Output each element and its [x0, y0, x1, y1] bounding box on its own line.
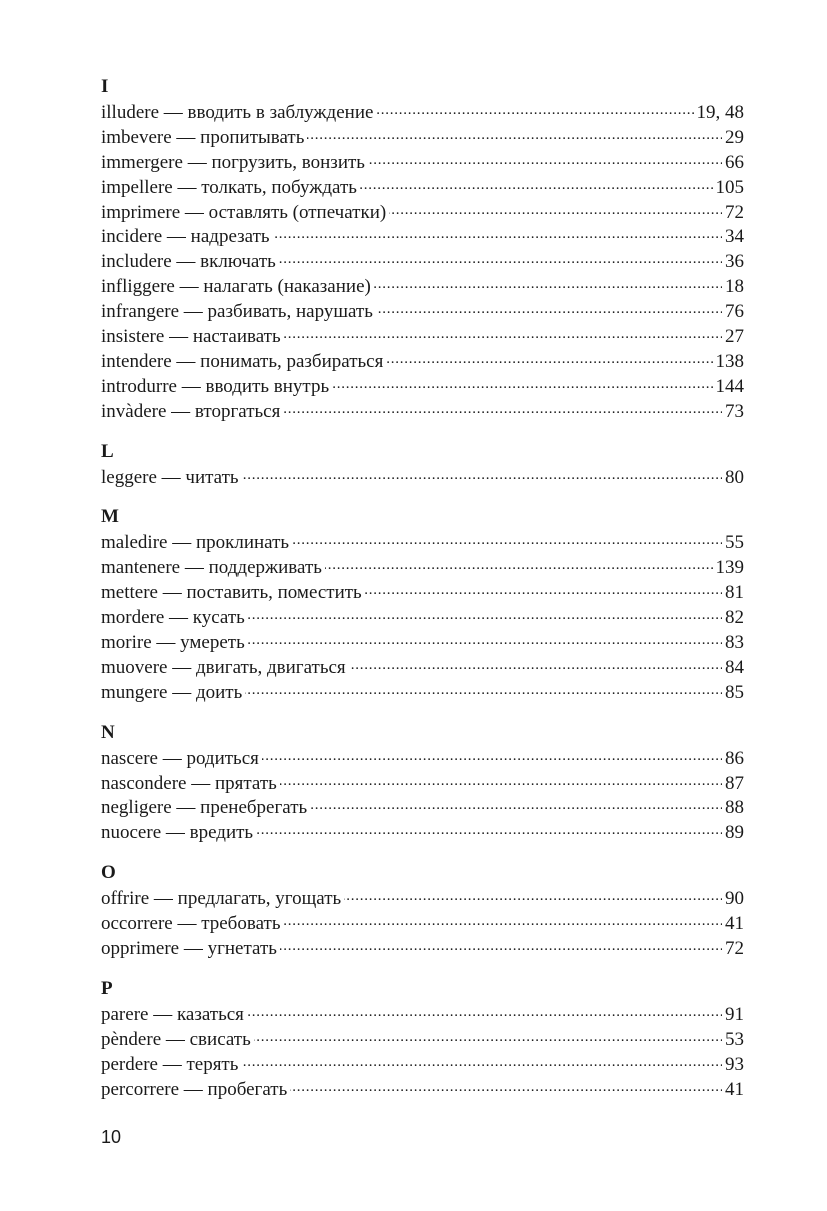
entry-page: 36 — [725, 251, 744, 273]
entry-page: 91 — [725, 1003, 744, 1025]
entry-term: morire — умереть — [101, 632, 245, 654]
entry-page: 41 — [725, 913, 744, 935]
entry-term: opprimere — угнетать — [101, 938, 277, 960]
dot-leader — [256, 819, 722, 838]
entry-page: 41 — [725, 1078, 744, 1100]
dot-leader — [241, 1051, 722, 1070]
dot-leader — [376, 298, 722, 317]
dot-leader — [247, 1001, 722, 1020]
entry-term: illudere — вводить в заблуждение — [101, 102, 374, 123]
entry-term: includere — включать — [101, 251, 276, 273]
entry-page: 90 — [725, 888, 744, 910]
entry-term: parere — казаться — [101, 1003, 244, 1025]
entry-term: offrire — предлагать, угощать — [101, 888, 342, 910]
index-section — [101, 439, 744, 489]
entry-page: 105 — [715, 176, 744, 198]
entry-page: 72 — [725, 938, 744, 960]
entry-page: 87 — [725, 772, 744, 794]
dot-leader — [386, 348, 712, 367]
dot-leader — [310, 794, 722, 813]
index-entry — [101, 529, 744, 554]
index-entry — [101, 819, 744, 844]
dot-leader — [273, 223, 722, 242]
entry-term: muovere — двигать, двигаться — [101, 656, 346, 678]
entry-page: 138 — [715, 350, 744, 372]
entry-page: 19, 48 — [696, 102, 744, 123]
index-entry — [101, 910, 744, 935]
dot-leader — [254, 1026, 722, 1045]
entry-page: 66 — [725, 151, 744, 173]
index-entry — [101, 323, 744, 348]
dot-leader — [368, 149, 722, 168]
entry-page: 139 — [715, 557, 744, 579]
entry-page: 80 — [725, 466, 744, 488]
entry-page: 84 — [725, 656, 744, 678]
dot-leader — [292, 529, 722, 548]
dot-leader — [284, 323, 722, 342]
entry-page: 34 — [725, 226, 744, 248]
index-entry — [101, 604, 744, 629]
dot-leader — [325, 554, 713, 573]
index-entry — [101, 1001, 744, 1026]
entry-page: 82 — [725, 607, 744, 629]
dot-leader — [242, 464, 722, 483]
entry-term: occorrere — требовать — [101, 913, 281, 935]
entry-page: 85 — [725, 681, 744, 703]
dot-leader — [349, 654, 722, 673]
entry-term: infrangere — разбивать, нарушать — [101, 301, 373, 323]
entry-term: perdere — терять — [101, 1053, 239, 1075]
index-entry — [101, 745, 744, 770]
dot-leader — [332, 373, 712, 392]
index-entry — [101, 654, 744, 679]
dot-leader — [344, 885, 722, 904]
section-letter: P — [101, 977, 113, 999]
entry-term: imbevere — пропитывать — [101, 126, 305, 148]
entry-page: 86 — [725, 747, 744, 769]
index-entry — [101, 770, 744, 795]
dot-leader — [376, 99, 693, 118]
index-entry — [101, 398, 744, 423]
index-entry — [101, 199, 744, 224]
dot-leader — [248, 604, 722, 623]
entry-term: percorrere — пробегать — [101, 1078, 288, 1100]
index-entry — [101, 348, 744, 373]
dot-leader — [374, 273, 722, 292]
entry-term: mungere — доить — [101, 681, 243, 703]
index-entry — [101, 124, 744, 149]
section-letter: N — [101, 721, 115, 743]
entry-page: 89 — [725, 822, 744, 844]
dot-leader — [365, 579, 722, 598]
index-entry — [101, 174, 744, 199]
dot-leader — [279, 248, 722, 267]
index-entry — [101, 579, 744, 604]
entry-page: 88 — [725, 797, 744, 819]
index-section — [101, 74, 744, 423]
entry-page: 53 — [725, 1028, 744, 1050]
entry-page: 81 — [725, 582, 744, 604]
entry-term: mettere — поставить, поместить — [101, 582, 362, 604]
entry-term: negligere — пренебрегать — [101, 797, 308, 819]
index-entry — [101, 248, 744, 273]
index-section — [101, 504, 744, 703]
index-section — [101, 976, 744, 1101]
entry-page: 29 — [725, 126, 744, 148]
index-entry — [101, 554, 744, 579]
entry-term: maledire — проклинать — [101, 532, 290, 554]
index-entry — [101, 1026, 744, 1051]
index-section — [101, 720, 744, 845]
index-entry — [101, 679, 744, 704]
entry-page: 73 — [725, 400, 744, 422]
entry-term: nuocere — вредить — [101, 822, 254, 844]
entry-page: 76 — [725, 301, 744, 323]
dot-leader — [290, 1076, 722, 1095]
entry-term: infliggere — налагать (наказание) — [101, 276, 371, 298]
index-entry — [101, 629, 744, 654]
dot-leader — [262, 745, 722, 764]
dot-leader — [283, 910, 722, 929]
index-entry — [101, 373, 744, 398]
dot-leader — [245, 679, 722, 698]
dot-leader — [248, 629, 722, 648]
entry-term: invàdere — вторгаться — [101, 400, 281, 422]
entry-page: 27 — [725, 326, 744, 348]
entry-page: 93 — [725, 1053, 744, 1075]
index-page — [101, 74, 744, 1101]
dot-leader — [283, 398, 722, 417]
index-entry — [101, 464, 744, 489]
index-entry — [101, 223, 744, 248]
section-letter: L — [101, 440, 114, 462]
entry-term: insistere — настаивать — [101, 326, 281, 348]
dot-leader — [307, 124, 722, 143]
index-entry — [101, 99, 744, 124]
index-entry — [101, 794, 744, 819]
index-entry — [101, 1051, 744, 1076]
index-entry — [101, 885, 744, 910]
index-entry — [101, 1076, 744, 1101]
entry-page: 83 — [725, 632, 744, 654]
entry-page: 18 — [725, 276, 744, 298]
entry-page: 55 — [725, 532, 744, 554]
entry-term: introdurre — вводить внутрь — [101, 375, 330, 397]
entry-term: intendere — понимать, разбираться — [101, 350, 384, 372]
entry-term: impellere — толкать, побуждать — [101, 176, 357, 198]
entry-term: immergere — погрузить, вонзить — [101, 151, 365, 173]
entry-term: nascondere — прятать — [101, 772, 277, 794]
dot-leader — [360, 174, 713, 193]
dot-leader — [389, 199, 722, 218]
index-section — [101, 860, 744, 960]
entry-term: mantenere — поддерживать — [101, 557, 322, 579]
entry-page: 144 — [715, 375, 744, 397]
page-number: 10 — [101, 1127, 122, 1147]
index-entry — [101, 149, 744, 174]
entry-term: incidere — надрезать — [101, 226, 270, 248]
section-letter: O — [101, 862, 116, 884]
section-letter: M — [101, 506, 119, 528]
entry-term: imprimere — оставлять (отпечатки) — [101, 201, 387, 223]
dot-leader — [280, 935, 722, 954]
entry-page: 72 — [725, 201, 744, 223]
dot-leader — [280, 770, 722, 789]
section-letter: I — [101, 76, 109, 97]
entry-term: mordere — кусать — [101, 607, 245, 629]
index-entry — [101, 935, 744, 960]
entry-term: leggere — читать — [101, 466, 239, 488]
entry-term: nascere — родиться — [101, 747, 259, 769]
index-entry — [101, 273, 744, 298]
index-entry — [101, 298, 744, 323]
entry-term: pèndere — свисать — [101, 1028, 251, 1050]
